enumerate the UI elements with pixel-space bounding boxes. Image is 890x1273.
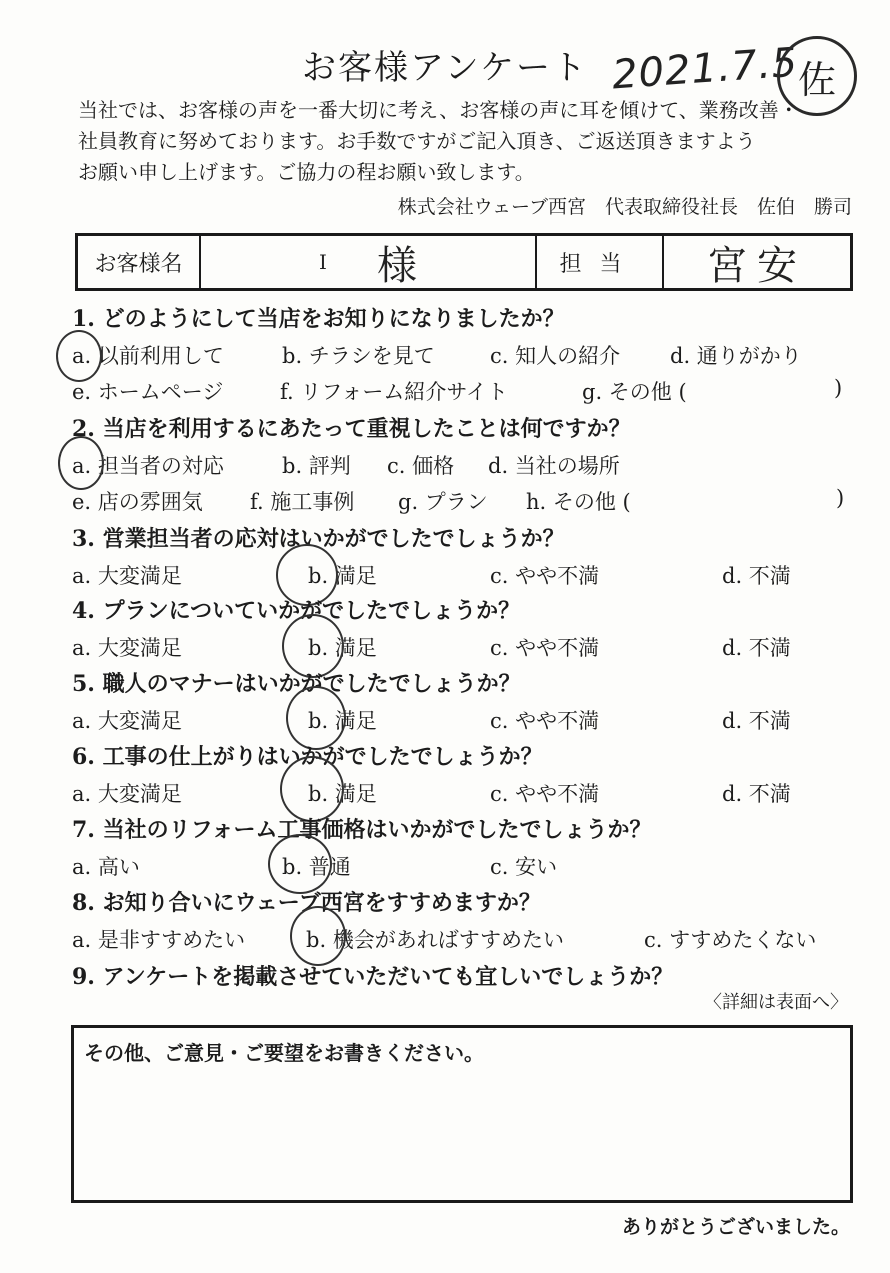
q2-option-c[interactable]: c. 価格 (387, 454, 455, 478)
q7-answer-circle (268, 834, 332, 894)
q2-option-d[interactable]: d. 当社の場所 (488, 454, 620, 478)
q4-option-d[interactable]: d. 不満 (722, 636, 791, 660)
q7-option-c[interactable]: c. 安い (490, 855, 558, 879)
q1-option-a[interactable]: a. 以前利用して (72, 344, 224, 368)
q4-option-c[interactable]: c. やや不満 (490, 636, 600, 660)
intro-line-3: お願い申し上げます。ご協力の程お願い致します。 (78, 160, 535, 184)
q6-option-a[interactable]: a. 大変満足 (72, 782, 182, 806)
intro-line-1: 当社では、お客様の声を一番大切に考え、お客様の声に耳を傾けて、業務改善・ (78, 98, 799, 122)
q7-option-a[interactable]: a. 高い (72, 855, 140, 879)
q2-option-b[interactable]: b. 評判 (282, 454, 351, 478)
q2-other-close: ) (836, 486, 845, 510)
q8-answer-circle (290, 906, 346, 966)
question-3: 3. 営業担当者の応対はいかがでしたでしょうか？ (72, 526, 565, 552)
q2-option-h[interactable]: h. その他 ( (526, 490, 631, 514)
customer-honorific: 様 (376, 242, 417, 289)
q1-option-f[interactable]: f. リフォーム紹介サイト (280, 380, 508, 404)
question-5: 5. 職人のマナーはいかがでしたでしょうか？ (72, 671, 521, 697)
q1-option-c[interactable]: c. 知人の紹介 (490, 344, 621, 368)
intro-line-2: 社員教育に努めております。お手数ですがご記入頂き、ご返送頂きますよう (78, 129, 756, 153)
question-9: 9. アンケートを掲載させていただいても宜しいでしょうか？ (72, 964, 674, 990)
q2-option-e[interactable]: e. 店の雰囲気 (72, 490, 203, 514)
customer-name-field[interactable] (201, 236, 537, 288)
q1-option-d[interactable]: d. 通りがかり (670, 344, 802, 368)
page-title: お客様アンケート (302, 48, 588, 88)
q4-option-a[interactable]: a. 大変満足 (72, 636, 182, 660)
thanks-text: ありがとうございました。 (621, 1216, 850, 1238)
customer-info-box (75, 233, 853, 291)
q6-option-d[interactable]: d. 不満 (722, 782, 791, 806)
question-4: 4. プランについていかがでしたでしょうか？ (72, 598, 521, 624)
q8-option-a[interactable]: a. 是非すすめたい (72, 928, 246, 952)
q5-option-c[interactable]: c. やや不満 (490, 709, 600, 733)
q1-option-e[interactable]: e. ホームページ (72, 380, 224, 404)
seal-stamp: 佐 (777, 36, 857, 116)
q3-option-b[interactable]: b. 満足 (308, 564, 377, 588)
q1-option-b[interactable]: b. チラシを見て (282, 344, 435, 368)
q2-option-a[interactable]: a. 担当者の対応 (72, 454, 224, 478)
customer-name-label: お客様名 (78, 236, 201, 288)
staff-name-field[interactable] (664, 236, 850, 288)
comment-label: その他、ご意見・ご要望をお書きください。 (84, 1041, 484, 1065)
q1-option-g[interactable]: g. その他 ( (582, 380, 687, 404)
question-6: 6. 工事の仕上がりはいかがでしたでしょうか？ (72, 744, 543, 770)
q1-answer-circle (56, 330, 102, 382)
q1-other-close: ) (834, 376, 843, 400)
q2-option-f[interactable]: f. 施工事例 (250, 490, 355, 514)
detail-note: 〈詳細は表面へ〉 (704, 992, 848, 1013)
q8-option-b[interactable]: b. 機会があればすすめたい (306, 928, 565, 952)
q2-answer-circle (58, 436, 104, 490)
q5-option-d[interactable]: d. 不満 (722, 709, 791, 733)
question-7: 7. 当社のリフォーム工事価格はいかがでしたでしょうか？ (72, 817, 652, 843)
question-1: 1. どのようにして当店をお知りになりましたか？ (72, 306, 565, 332)
question-8: 8. お知り合いにウェーブ西宮をすすめますか？ (72, 890, 541, 916)
company-signature: 株式会社ウェーブ西宮 代表取締役社長 佐伯 勝司 (397, 196, 852, 218)
q6-option-c[interactable]: c. やや不満 (490, 782, 600, 806)
q4-option-b[interactable]: b. 満足 (308, 636, 377, 660)
question-2: 2. 当店を利用するにあたって重視したことは何ですか？ (72, 416, 631, 442)
q5-option-a[interactable]: a. 大変満足 (72, 709, 182, 733)
staff-name: 宮安 (707, 242, 807, 289)
q3-option-d[interactable]: d. 不満 (722, 564, 791, 588)
handwritten-date: 2021.7.5 (610, 39, 800, 99)
intro-text (78, 95, 868, 188)
q5-option-b[interactable]: b. 満足 (308, 709, 377, 733)
staff-label: 担当 (537, 236, 664, 288)
q6-option-b[interactable]: b. 満足 (308, 782, 377, 806)
q2-option-g[interactable]: g. プラン (398, 490, 488, 514)
q3-option-a[interactable]: a. 大変満足 (72, 564, 182, 588)
q8-option-c[interactable]: c. すすめたくない (644, 928, 817, 952)
q7-option-b[interactable]: b. 普通 (282, 855, 351, 879)
customer-initial: I (319, 250, 327, 274)
q3-option-c[interactable]: c. やや不満 (490, 564, 600, 588)
